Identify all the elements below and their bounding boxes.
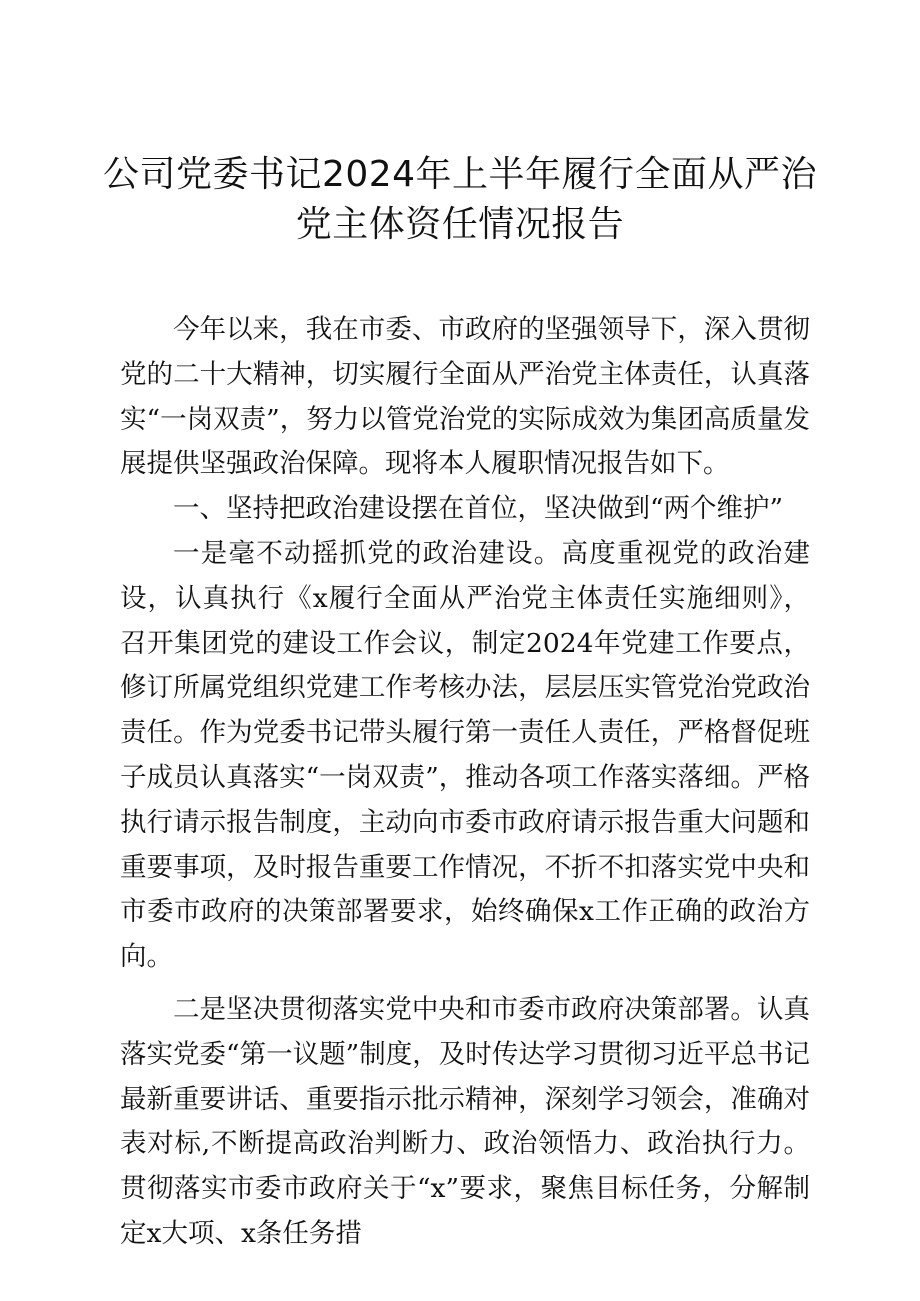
title-line-1: 公司党委书记2024年上半年履行全面从严治 [102, 154, 818, 195]
document-body [120, 308, 810, 1257]
title-line-2: 党主体资任情况报告 [295, 204, 625, 245]
document-title [100, 150, 820, 250]
section-heading-1: 一、坚持把政治建设摆在首位，坚决做到“两个维护” [173, 493, 784, 525]
paragraph-item-2: 二是坚决贯彻落实党中央和市委市政府决策部署。认真落实党委“第一议题”制度，及时传达学习贯彻习近平总书记最新重要讲话、重要指示批示精神，深刻学习领会，准确对表对标,不断提高政治判断力、政治领悟力、政治执行力。贯彻落实市委市政府关于“x”要求，聚焦目标任务，分解制定x大项、x条任务措 [120, 993, 810, 1249]
paragraph-item-1: 一是毫不动摇抓党的政治建设。高度重视党的政治建设，认真执行《x履行全面从严治党主体责任实施细则》，召开集团党的建设工作会议，制定2024年党建工作要点，修订所属党组织党建工作考核办法，层层压实管党治党政治责任。作为党委书记带头履行第一责任人责任，严格督促班子成员认真落实“一岗双责”，推动各项工作落实落细。严格执行请示报告制度，主动向市委市政府请示报告重大问题和重要事项，及时报告重要工作情况，不折不扣落实党中央和市委市政府的决策部署要求，始终确保x工作正确的政治方向。 [120, 537, 810, 973]
paragraph-intro: 今年以来，我在市委、市政府的坚强领导下，深入贯彻党的二十大精神，切实履行全面从严治党主体责任，认真落实“一岗双责”，努力以管党治党的实际成效为集团高质量发展提供坚强政治保障。现将本人履职情况报告如下。 [120, 314, 810, 480]
